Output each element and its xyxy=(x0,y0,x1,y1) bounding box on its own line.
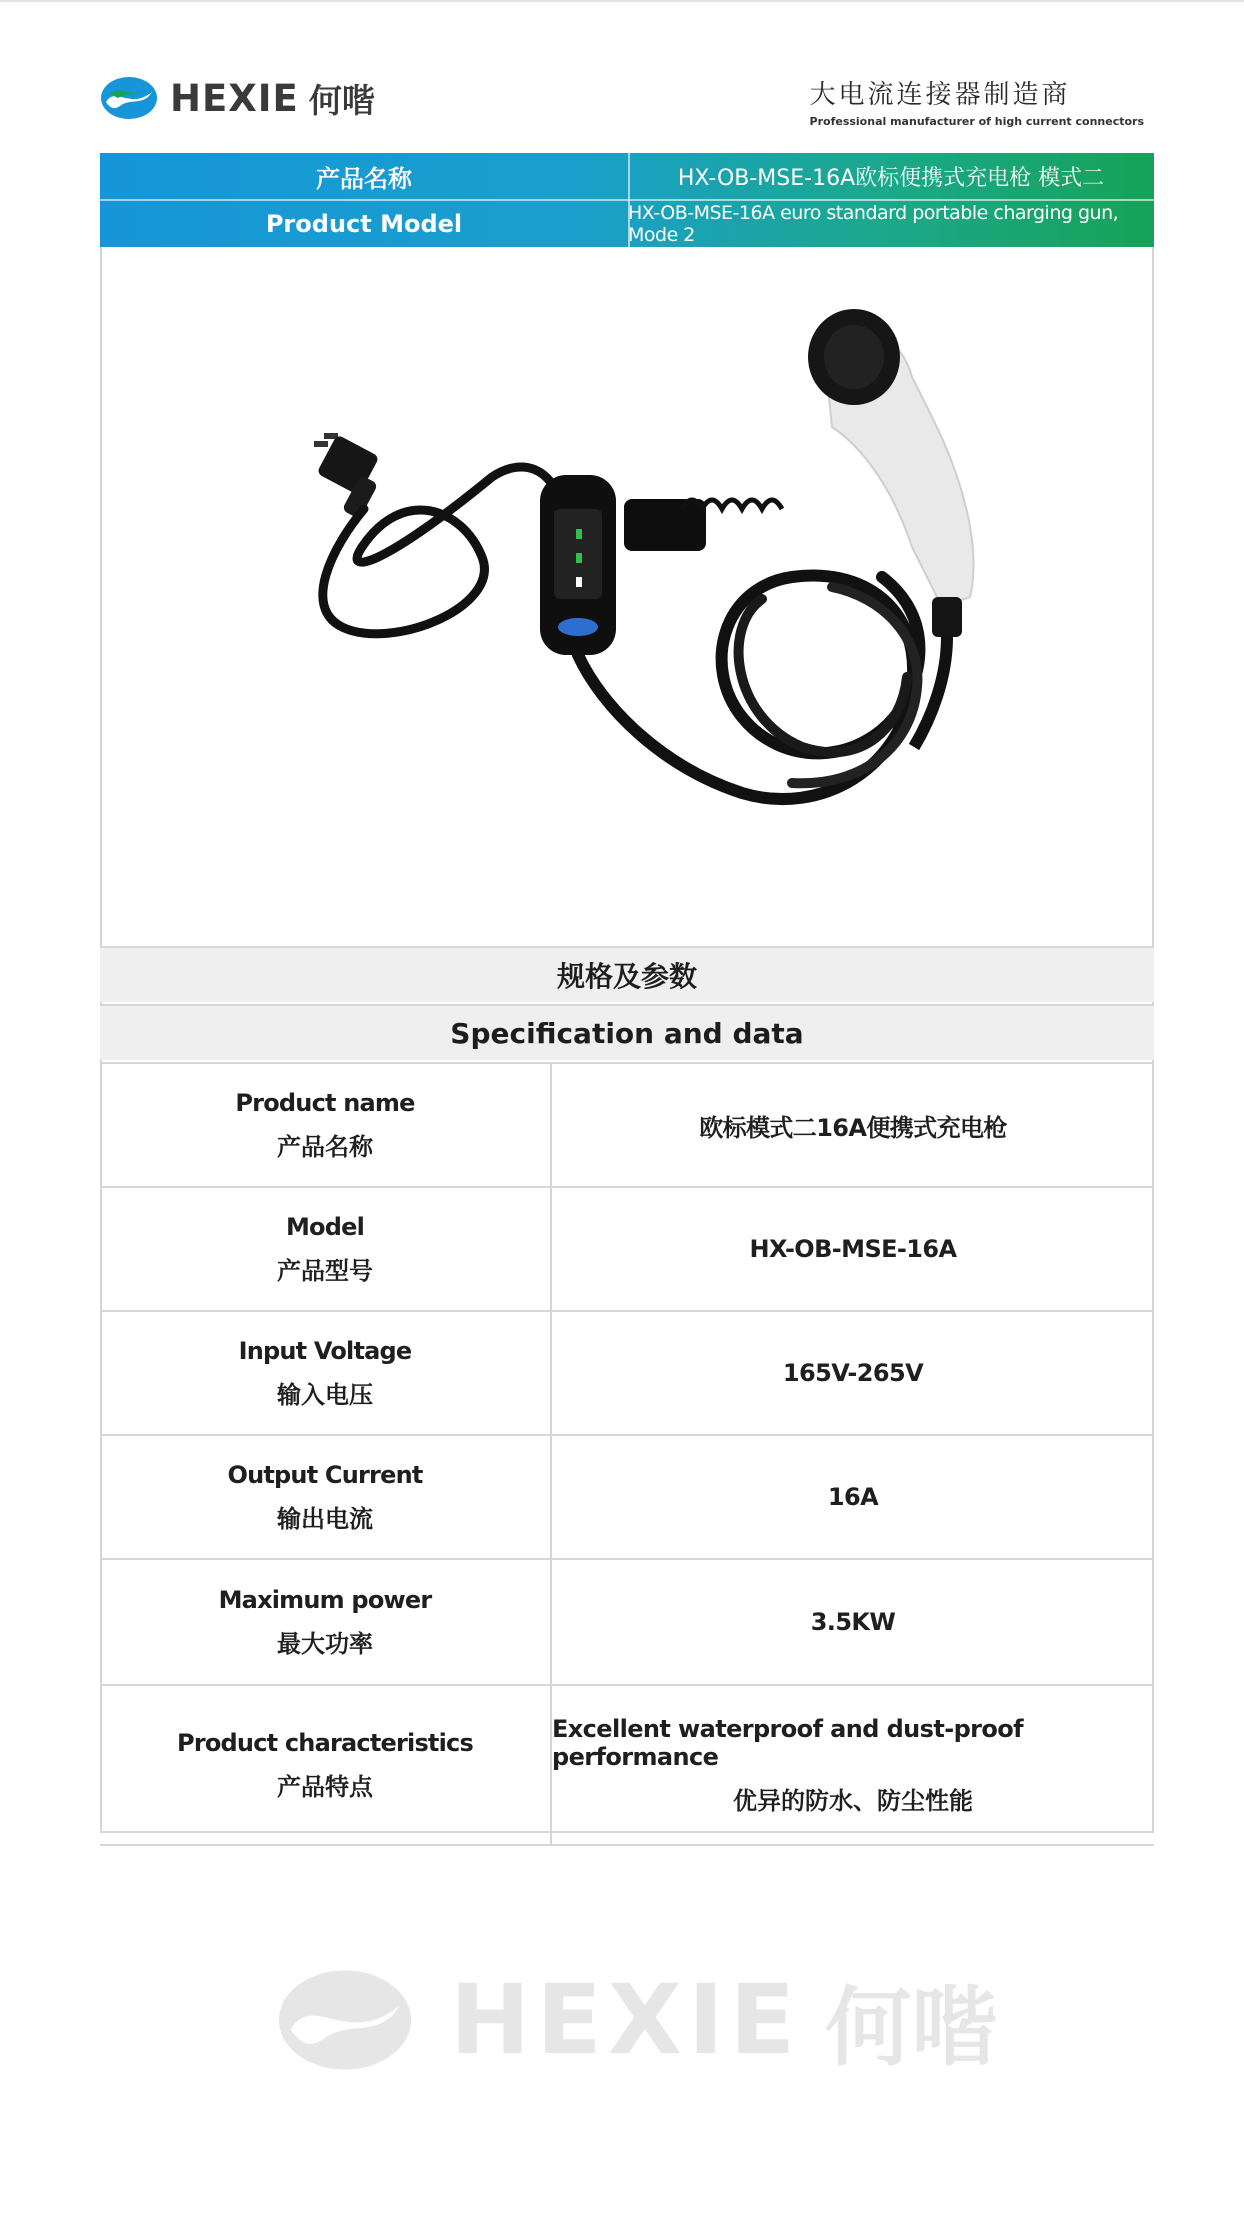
watermark-name-cn: 何喈 xyxy=(825,1978,998,2078)
tagline-en: Professional manufacturer of high current connectors xyxy=(809,115,1144,128)
model-label-cn: 产品名称 xyxy=(316,164,412,193)
row-value-cell xyxy=(552,1686,1154,1844)
top-divider xyxy=(0,0,1244,2)
spec-table xyxy=(100,1062,1154,1846)
brand-watermark xyxy=(270,1964,1010,2078)
page-header xyxy=(100,68,1144,128)
row-value-cell xyxy=(552,1188,1154,1310)
row-value: Excellent waterproof and dust-proof performance xyxy=(552,1714,1024,1771)
row-value: 165V-265V xyxy=(782,1359,924,1387)
row-label-en: Output Current xyxy=(227,1460,423,1489)
product-model-band xyxy=(100,153,1154,247)
row-value: 欧标模式二16A便携式充电枪 xyxy=(699,1113,1007,1142)
row-label-cn: 输出电流 xyxy=(277,1504,373,1533)
model-value-cn: HX-OB-MSE-16A欧标便携式充电枪 模式二 xyxy=(677,165,1105,191)
row-value-cell xyxy=(552,1312,1154,1434)
row-label-en: Model xyxy=(285,1212,365,1241)
row-label-cell xyxy=(100,1686,552,1844)
hexie-logo-icon xyxy=(100,76,158,120)
row-value-cn: 优异的防水、防尘性能 xyxy=(733,1786,973,1815)
cable-bag-icon xyxy=(624,499,706,551)
brand-name-cn: 何喈 xyxy=(308,80,375,120)
model-band-row-en xyxy=(100,201,1154,247)
control-box-icon xyxy=(540,475,616,655)
row-value-cell xyxy=(552,1560,1154,1684)
row-label-cell xyxy=(100,1188,552,1310)
row-label-cn: 产品特点 xyxy=(277,1772,373,1801)
row-label-cell xyxy=(100,1064,552,1186)
row-label-en: Maximum power xyxy=(218,1585,432,1614)
table-row xyxy=(100,1684,1154,1846)
spec-title-cn: 规格及参数 xyxy=(100,946,1154,1002)
row-label-cell xyxy=(100,1560,552,1684)
row-value: 3.5KW xyxy=(810,1608,896,1636)
row-label-cell xyxy=(100,1436,552,1558)
row-label-en: Product name xyxy=(235,1088,415,1117)
row-label-cn: 产品名称 xyxy=(277,1132,373,1161)
row-label-cell xyxy=(100,1312,552,1434)
product-image-area xyxy=(102,247,1152,947)
row-label-en: Input Voltage xyxy=(238,1336,412,1365)
schuko-plug-icon xyxy=(314,433,380,519)
spec-title-en: Specification and data xyxy=(100,1004,1154,1060)
model-value-en: HX-OB-MSE-16A euro standard portable charging gun, Mode 2 xyxy=(628,202,1119,246)
row-label-cn: 输入电压 xyxy=(277,1380,373,1409)
row-label-cn: 产品型号 xyxy=(277,1256,373,1285)
table-row xyxy=(100,1558,1154,1684)
hexie-watermark-logo-icon xyxy=(270,1968,420,2072)
table-row xyxy=(100,1434,1154,1558)
model-label-en: Product Model xyxy=(265,210,463,238)
row-value: HX-OB-MSE-16A xyxy=(749,1235,957,1263)
tagline-cn: 大电流连接器制造商 xyxy=(809,80,1071,110)
brand-name: HEXIE xyxy=(170,76,299,120)
ev-charging-gun-icon xyxy=(102,247,1152,947)
row-label-cn: 最大功率 xyxy=(277,1629,373,1658)
row-value-cell xyxy=(552,1436,1154,1558)
row-value-cell xyxy=(552,1064,1154,1186)
brand-logo xyxy=(100,76,375,120)
watermark-name: HEXIE xyxy=(450,1964,802,2076)
type2-connector-icon xyxy=(808,309,974,747)
table-row xyxy=(100,1186,1154,1310)
model-band-row-cn xyxy=(100,153,1154,199)
table-row xyxy=(100,1062,1154,1186)
brand-tagline xyxy=(810,74,1144,128)
table-row xyxy=(100,1310,1154,1434)
row-label-en: Product characteristics xyxy=(177,1728,473,1757)
row-value: 16A xyxy=(827,1483,879,1511)
